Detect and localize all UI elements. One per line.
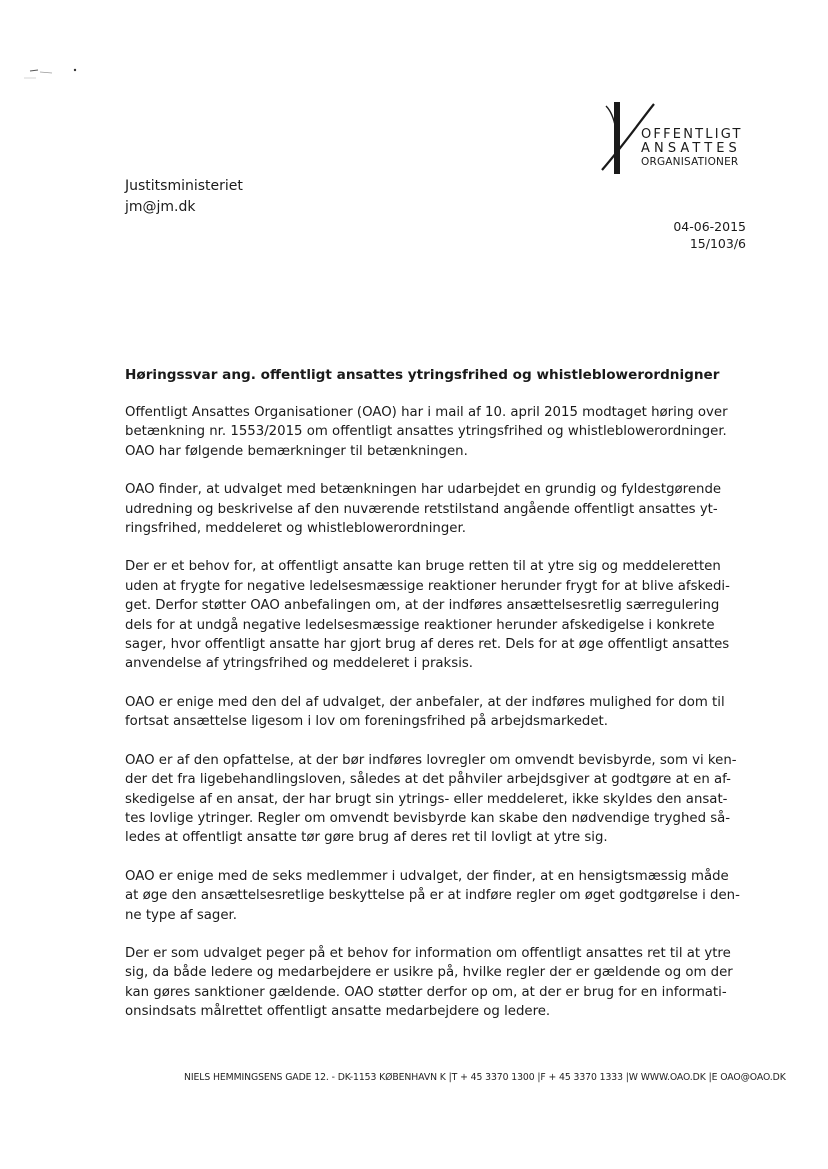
paragraph-line: sager, hvor offentligt ansatte har gjort brug af deres ret. Dels for at øge offentligt ansattes bbox=[125, 637, 730, 653]
paragraph-line: ledes at offentligt ansatte tør gøre brug af deres ret til lovligt at ytre sig. bbox=[125, 830, 608, 846]
paragraph-line: betænkning nr. 1553/2015 om offentligt ansattes ytringsfrihed og whistleblowerordninger. bbox=[125, 424, 727, 440]
paragraph-line: ne type af sager. bbox=[125, 907, 237, 923]
paragraph-line: OAO er enige med de seks medlemmer i udvalget, der finder, at en hensigtsmæssig måde bbox=[125, 868, 729, 884]
body-paragraph bbox=[125, 480, 765, 538]
scan-artifact bbox=[22, 66, 82, 82]
recipient-block bbox=[125, 176, 243, 218]
body-paragraph bbox=[125, 403, 765, 461]
logo-text-line-3: ORGANISATIONER bbox=[641, 156, 739, 168]
paragraph-line: Der er som udvalget peger på et behov for information om offentligt ansattes ret til at ytre bbox=[125, 945, 731, 961]
paragraph-line: tes lovlige ytringer. Regler om omvendt bevisbyrde kan skabe den nødvendige tryghed så- bbox=[125, 810, 731, 826]
paragraph-line: uden at frygte for negative ledelsesmæssige reaktioner herunder frygt for at blive afskedi- bbox=[125, 578, 730, 594]
body-paragraph bbox=[125, 944, 765, 1022]
paragraph-line: OAO finder, at udvalget med betænkningen har udarbejdet en grundig og fyldestgørende bbox=[125, 482, 722, 498]
paragraph-line: OAO er af den opfattelse, at der bør indføres lovregler om omvendt bevisbyrde, som vi ken- bbox=[125, 752, 737, 768]
logo-text-line-1: OFFENTLIGT bbox=[641, 127, 743, 142]
letter-reference: 15/103/6 bbox=[689, 236, 746, 251]
letterhead-footer: NIELS HEMMINGSENS GADE 12. - DK-1153 KØBENHAVN K |T + 45 3370 1300 |F + 45 3370 1333 |W WWW.OAO.DK |E OAO@OAO.DK bbox=[184, 1072, 786, 1083]
logo-text-line-2: ANSATTES bbox=[641, 141, 741, 156]
paragraph-line: Offentligt Ansattes Organisationer (OAO) har i mail af 10. april 2015 modtaget høring over bbox=[125, 405, 728, 420]
letter-body bbox=[125, 403, 765, 1041]
letter-date: 04-06-2015 bbox=[673, 219, 746, 234]
paragraph-line: at øge den ansættelsesretlige beskyttelse på er at indføre regler om øget godtgørelse i den- bbox=[125, 888, 740, 904]
recipient-name: Justitsministeriet bbox=[125, 178, 243, 194]
body-paragraph bbox=[125, 867, 765, 925]
paragraph-line: get. Derfor støtter OAO anbefalingen om, at der indføres ansættelsesretlig særregulering bbox=[125, 598, 720, 614]
paragraph-line: udredning og beskrivelse af den nuværende retstilstand angående offentligt ansattes yt- bbox=[125, 501, 718, 517]
paragraph-line: Der er et behov for, at offentligt ansatte kan bruge retten til at ytre sig og meddeleretten bbox=[125, 559, 721, 575]
paragraph-line: onsindsats målrettet offentligt ansatte medarbejdere og ledere. bbox=[125, 1004, 551, 1020]
paragraph-line: ringsfrihed, meddeleret og whistleblowerordninger. bbox=[125, 521, 466, 537]
paragraph-line: der det fra ligebehandlingsloven, således at det påhviler arbejdsgiver at godtgøre at en af- bbox=[125, 772, 731, 788]
oao-logo bbox=[596, 100, 756, 180]
body-paragraph bbox=[125, 557, 765, 673]
paragraph-line: dels for at undgå negative ledelsesmæssige reaktioner herunder afskedigelse i konkrete bbox=[125, 617, 715, 633]
paragraph-line: kan gøres sanktioner gældende. OAO støtter derfor op om, at der er brug for en informati- bbox=[125, 984, 727, 1000]
paragraph-line: fortsat ansættelse ligesom i lov om foreningsfrihed på arbejdsmarkedet. bbox=[125, 714, 608, 730]
body-paragraph bbox=[125, 693, 765, 732]
recipient-email: jm@jm.dk bbox=[125, 199, 196, 215]
letter-subject: Høringssvar ang. offentligt ansattes ytringsfrihed og whistleblowerordnigner bbox=[125, 367, 720, 383]
paragraph-line: anvendelse af ytringsfrihed og meddeleret i praksis. bbox=[125, 656, 474, 672]
paragraph-line: OAO har følgende bemærkninger til betænkningen. bbox=[125, 443, 468, 459]
body-paragraph bbox=[125, 751, 765, 848]
paragraph-line: sig, da både ledere og medarbejdere er usikre på, hvilke regler der er gældende og om der bbox=[125, 965, 733, 981]
paragraph-line: OAO er enige med den del af udvalget, der anbefaler, at der indføres mulighed for dom til bbox=[125, 694, 725, 710]
letter-meta bbox=[673, 218, 746, 252]
paragraph-line: skedigelse af en ansat, der har brugt sin ytrings- eller meddeleret, ikke skyldes den ansat- bbox=[125, 791, 728, 807]
